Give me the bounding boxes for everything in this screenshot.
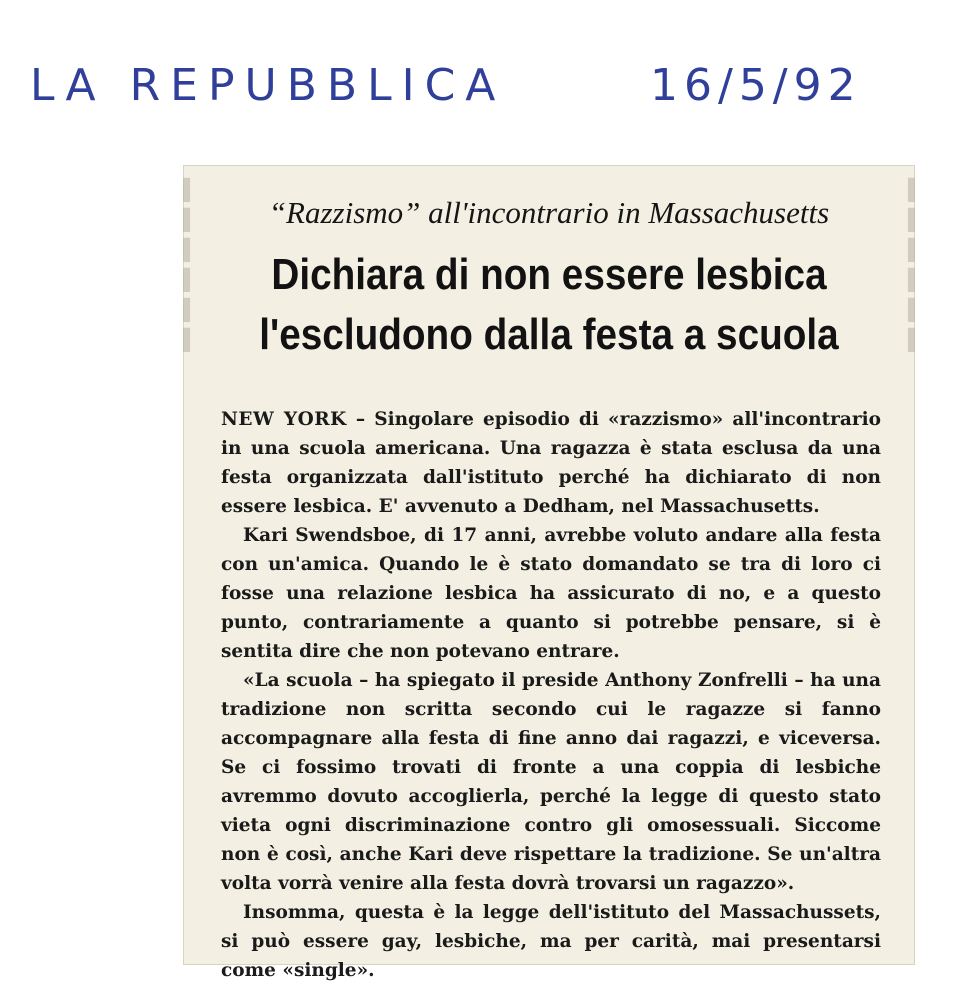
headline-line-2: l'escludono dalla festa a scuola [259,310,839,359]
paragraph-2: Kari Swendsboe, di 17 anni, avrebbe voluto andare alla festa con un'amica. Quando le è stato domandato se tra di loro ci fosse una relazione lesbica ha assicurato di no, e a questo punto, contrariamente a quanto si potrebbe pensare, si è sentita dire che non potevano entrare. [221,525,881,662]
handwritten-date: 16/5/92 [650,60,862,111]
article-dateline: NEW YORK [221,409,347,430]
article-body [221,405,881,985]
article-headline [227,245,871,365]
paragraph-1-text: – Singolare episodio di «razzismo» all'incontrario in una scuola americana. Una ragazza è stata esclusa da una festa organizzata dall'istituto perché ha dichiarato di non essere lesbica. E' avvenuto a Dedham, nel Massachusetts. [221,409,881,517]
newspaper-clipping [183,165,915,981]
bleed-through-left: ▌ ▌ ▌ ▌ ▌ ▌ [183,179,198,351]
paragraph-4: Insomma, questa è la legge dell'istituto del Massachussets, si può essere gay, lesbiche, ma per carità, mai presentarsi come «single». [221,902,881,981]
handwritten-source: LA REPUBBLICA [30,60,506,111]
paragraph-3: «La scuola – ha spiegato il preside Anthony Zonfrelli – ha una tradizione non scritta secondo cui le ragazze si fanno accompagnare alla festa di fine anno dai ragazzi, e viceversa. Se ci fossimo trovati di fronte a una coppia di lesbiche avremmo dovuto accoglierla, perché la legge di questo stato vieta ogni discriminazione contro gli omosessuali. Siccome non è così, anche Kari deve rispettare la tradizione. Se un'altra volta vorrà venire alla festa dovrà trovarsi un ragazzo». [221,670,881,894]
headline-line-1: Dichiara di non essere lesbica [271,250,827,299]
bleed-through-right: ▐ ▐ ▐ ▐ ▐ ▐ [900,179,915,351]
paragraph-1 [221,405,881,521]
handwritten-annotation [30,50,930,120]
article-kicker: “Razzismo” all'incontrario in Massachusetts [268,195,830,230]
